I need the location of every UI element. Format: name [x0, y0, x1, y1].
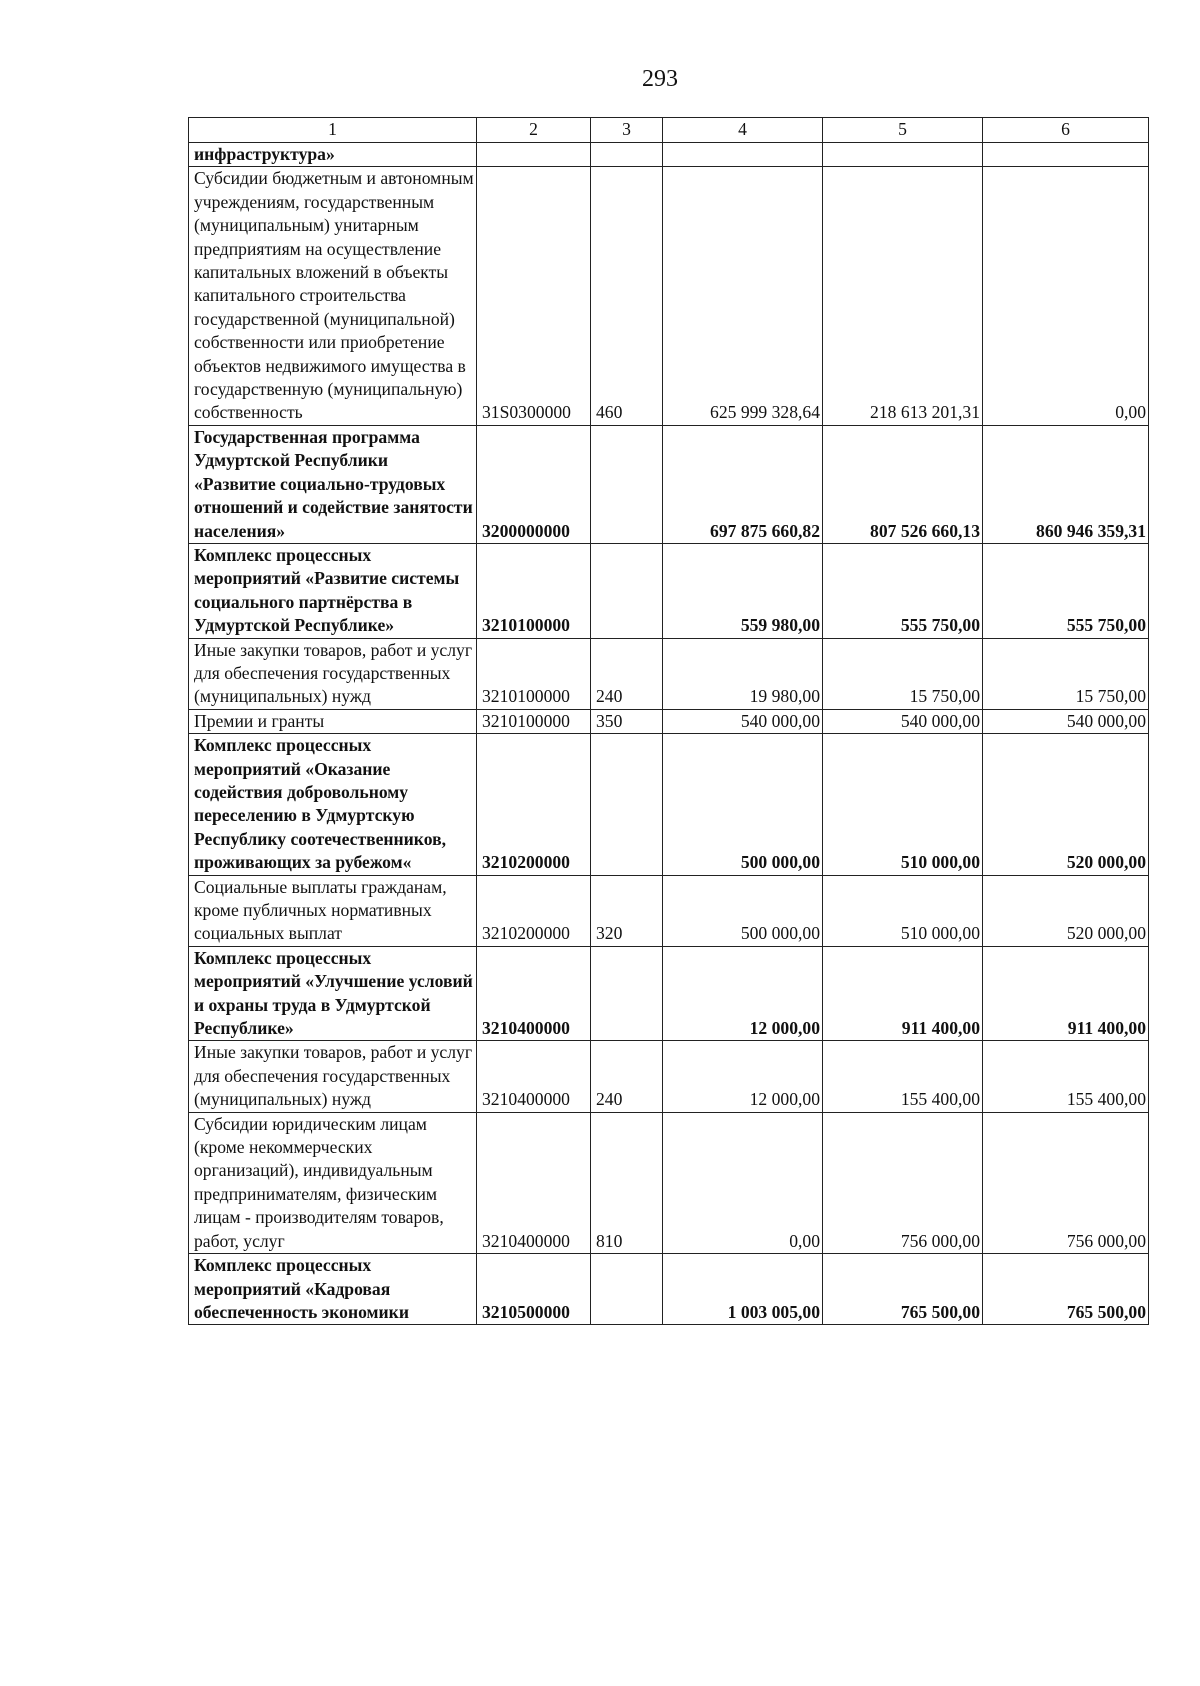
row-expense-type: 460: [591, 167, 663, 425]
row-code: 3210400000: [477, 946, 591, 1041]
row-code: 3210400000: [477, 1041, 591, 1112]
header-cell: 4: [663, 118, 823, 143]
row-amount-3: 520 000,00: [983, 875, 1149, 946]
row-amount-3: 540 000,00: [983, 709, 1149, 733]
row-amount-1: 625 999 328,64: [663, 167, 823, 425]
row-code: 3210100000: [477, 638, 591, 709]
table-row: [189, 1112, 1149, 1253]
row-code: 3210200000: [477, 875, 591, 946]
row-code: 3200000000: [477, 425, 591, 543]
row-amount-3: 555 750,00: [983, 543, 1149, 638]
row-amount-2: 155 400,00: [823, 1041, 983, 1112]
row-expense-type: 350: [591, 709, 663, 733]
row-amount-1: 500 000,00: [663, 875, 823, 946]
row-amount-1: 0,00: [663, 1112, 823, 1253]
row-amount-2: 911 400,00: [823, 946, 983, 1041]
row-amount-2: 807 526 660,13: [823, 425, 983, 543]
row-expense-type: [591, 734, 663, 875]
row-code: [477, 143, 591, 167]
row-code: 3210400000: [477, 1112, 591, 1253]
row-expense-type: [591, 946, 663, 1041]
row-amount-1: 559 980,00: [663, 543, 823, 638]
row-amount-2: 756 000,00: [823, 1112, 983, 1253]
row-code: 3210500000: [477, 1254, 591, 1325]
row-expense-type: 320: [591, 875, 663, 946]
row-amount-3: 520 000,00: [983, 734, 1149, 875]
row-expense-type: [591, 543, 663, 638]
row-code: 31S0300000: [477, 167, 591, 425]
row-expense-type: [591, 143, 663, 167]
table-row: [189, 638, 1149, 709]
row-amount-3: 860 946 359,31: [983, 425, 1149, 543]
row-name: Социальные выплаты гражданам, кроме публичных нормативных социальных выплат: [189, 875, 477, 946]
table-row: [189, 709, 1149, 733]
row-code: 3210200000: [477, 734, 591, 875]
row-amount-2: 510 000,00: [823, 875, 983, 946]
row-expense-type: [591, 1254, 663, 1325]
row-amount-1: 540 000,00: [663, 709, 823, 733]
header-cell: 3: [591, 118, 663, 143]
table-row: [189, 543, 1149, 638]
row-name: Комплекс процессных мероприятий «Оказание содействия добровольному переселению в Удмуртскую Республику соотечественников, проживающих за рубежом«: [189, 734, 477, 875]
row-code: 3210100000: [477, 543, 591, 638]
row-expense-type: 240: [591, 1041, 663, 1112]
row-name: Иные закупки товаров, работ и услуг для обеспечения государственных (муниципальных) нужд: [189, 638, 477, 709]
row-amount-3: 765 500,00: [983, 1254, 1149, 1325]
row-expense-type: 240: [591, 638, 663, 709]
page-number: 293: [642, 66, 678, 92]
header-cell: 6: [983, 118, 1149, 143]
table-row: [189, 734, 1149, 875]
row-name: Комплекс процессных мероприятий «Кадровая обеспеченность экономики: [189, 1254, 477, 1325]
row-amount-2: 15 750,00: [823, 638, 983, 709]
row-name: Субсидии юридическим лицам (кроме некоммерческих организаций), индивидуальным предпринимателям, физическим лицам - производителям товаров, работ, услуг: [189, 1112, 477, 1253]
row-name: Комплекс процессных мероприятий «Улучшение условий и охраны труда в Удмуртской Республике»: [189, 946, 477, 1041]
header-cell: 5: [823, 118, 983, 143]
row-amount-3: 0,00: [983, 167, 1149, 425]
row-amount-3: 911 400,00: [983, 946, 1149, 1041]
table-row: [189, 1254, 1149, 1325]
row-expense-type: 810: [591, 1112, 663, 1253]
row-expense-type: [591, 425, 663, 543]
table-row: [189, 425, 1149, 543]
row-amount-3: 155 400,00: [983, 1041, 1149, 1112]
row-amount-3: 756 000,00: [983, 1112, 1149, 1253]
row-amount-1: 500 000,00: [663, 734, 823, 875]
table-row: [189, 143, 1149, 167]
table-row: [189, 875, 1149, 946]
row-amount-1: 19 980,00: [663, 638, 823, 709]
row-amount-1: 12 000,00: [663, 1041, 823, 1112]
row-name: инфраструктура»: [189, 143, 477, 167]
row-name: Государственная программа Удмуртской Республики «Развитие социально-трудовых отношений и содействие занятости населения»: [189, 425, 477, 543]
row-name: Иные закупки товаров, работ и услуг для обеспечения государственных (муниципальных) нужд: [189, 1041, 477, 1112]
row-amount-2: 765 500,00: [823, 1254, 983, 1325]
table-row: [189, 167, 1149, 425]
row-amount-1: 697 875 660,82: [663, 425, 823, 543]
row-amount-1: 1 003 005,00: [663, 1254, 823, 1325]
row-amount-2: 555 750,00: [823, 543, 983, 638]
table-header-row: [189, 118, 1149, 143]
header-cell: 1: [189, 118, 477, 143]
row-name: Премии и гранты: [189, 709, 477, 733]
row-amount-2: 218 613 201,31: [823, 167, 983, 425]
row-amount-1: 12 000,00: [663, 946, 823, 1041]
header-cell: 2: [477, 118, 591, 143]
row-amount-2: 510 000,00: [823, 734, 983, 875]
table-row: [189, 946, 1149, 1041]
row-amount-2: [823, 143, 983, 167]
row-amount-3: 15 750,00: [983, 638, 1149, 709]
row-amount-1: [663, 143, 823, 167]
row-amount-2: 540 000,00: [823, 709, 983, 733]
row-amount-3: [983, 143, 1149, 167]
table-row: [189, 1041, 1149, 1112]
row-code: 3210100000: [477, 709, 591, 733]
budget-table: [188, 117, 1149, 1325]
row-name: Комплекс процессных мероприятий «Развитие системы социального партнёрства в Удмуртской Республике»: [189, 543, 477, 638]
row-name: Субсидии бюджетным и автономным учреждениям, государственным (муниципальным) унитарным предприятиям на осуществление капитальных вложений в объекты капитального строительства государственной (муниципальной) собственности или приобретение объектов недвижимого имущества в государственную (муниципальную) собственность: [189, 167, 477, 425]
